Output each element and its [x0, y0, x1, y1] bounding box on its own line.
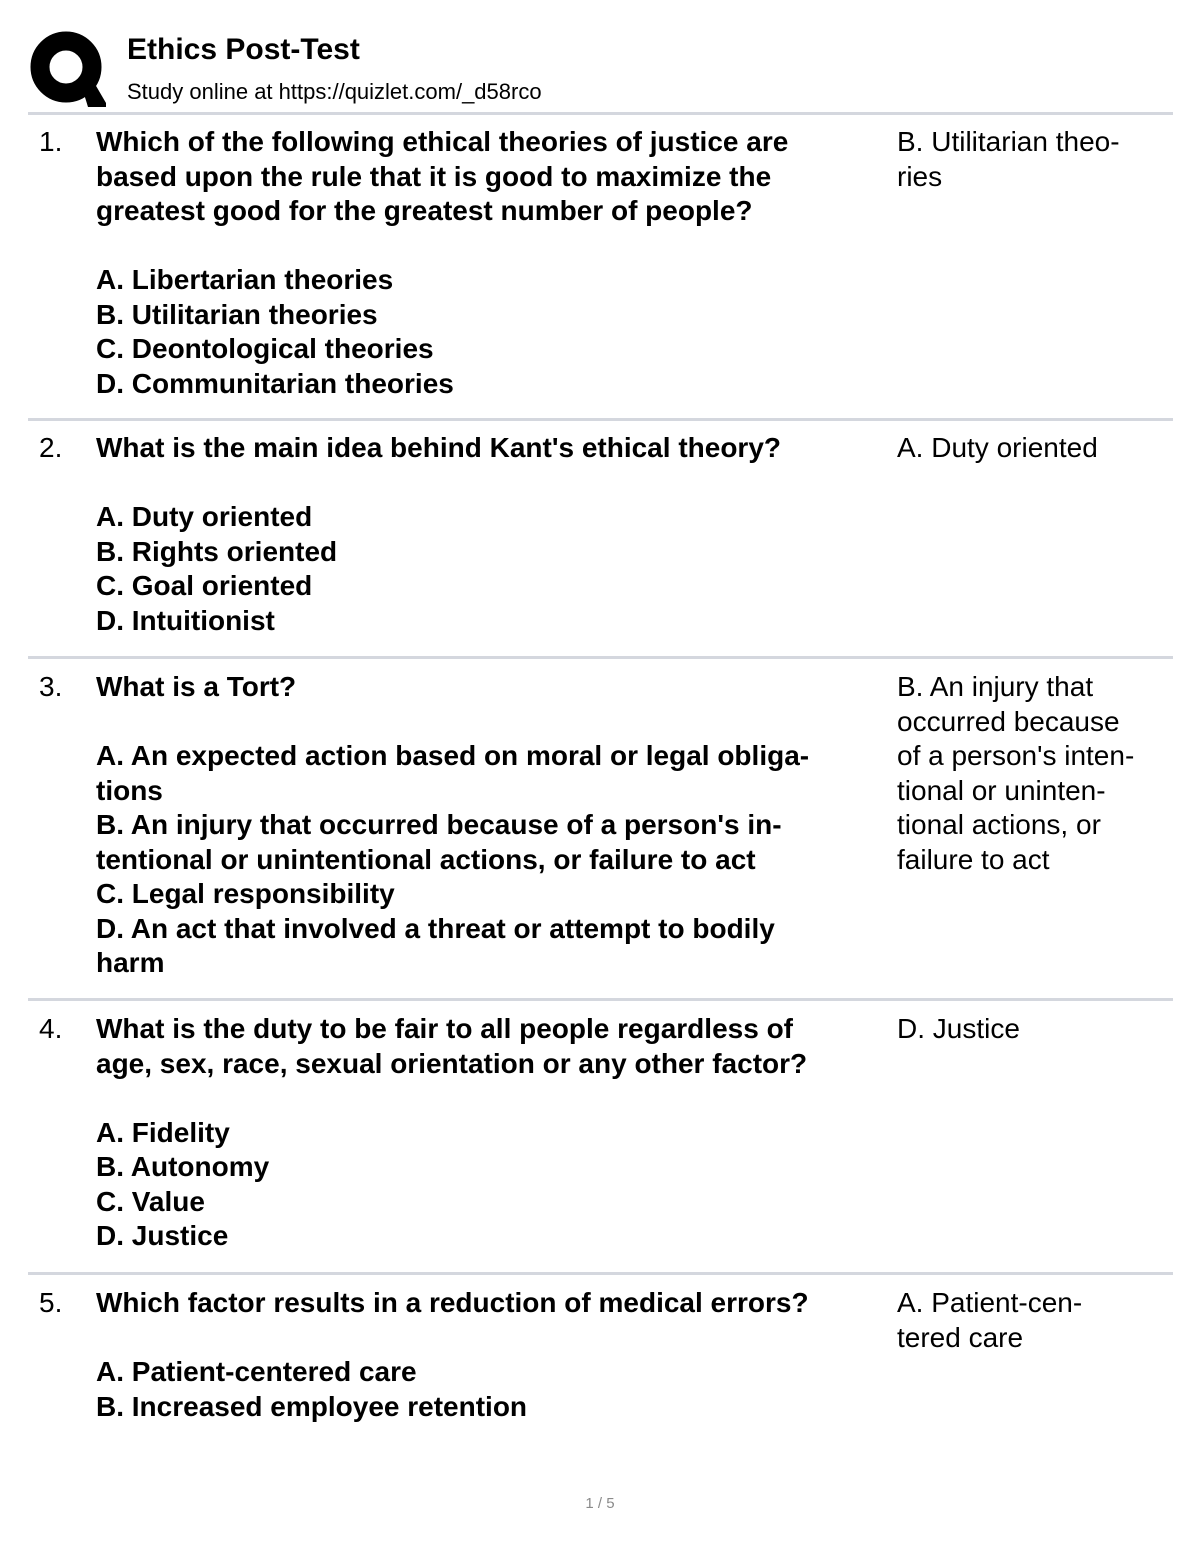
answer-text — [897, 125, 1177, 194]
divider — [28, 112, 1173, 115]
page-header — [0, 0, 1200, 114]
card-number: 1. — [39, 126, 63, 157]
option-line: A. Fidelity — [96, 1116, 230, 1148]
question-line: What is a Tort? — [96, 671, 297, 702]
option-line: B. Autonomy — [96, 1151, 270, 1182]
answer-text — [897, 670, 1177, 877]
answer-text — [897, 431, 1177, 466]
option-line: C. Value — [96, 1185, 205, 1217]
question-line: greatest good for the greatest number of people? — [96, 195, 753, 226]
option-line: D. Intuitionist — [96, 604, 275, 636]
divider — [28, 656, 1173, 659]
answer-line: B. Utilitarian theo- — [897, 126, 1120, 157]
answer-line: occurred because — [897, 705, 1120, 737]
option-line: B. Utilitarian theories — [96, 298, 378, 330]
answer-line: tered care — [897, 1321, 1024, 1353]
answer-line: A. Patient-cen- — [897, 1287, 1083, 1318]
study-online-link[interactable]: Study online at https://quizlet.com/_d58rco — [127, 79, 542, 104]
question-text — [96, 125, 886, 401]
answer-text — [897, 1286, 1177, 1355]
answer-line: failure to act — [897, 843, 1050, 875]
question-text — [96, 1012, 886, 1254]
answer-line: ries — [897, 160, 943, 192]
question-line: Which of the following ethical theories of justice are — [96, 126, 789, 157]
option-line: C. Goal oriented — [96, 570, 313, 601]
card-number: 5. — [39, 1287, 63, 1318]
question-text — [96, 431, 886, 638]
answer-line: of a person's inten- — [897, 740, 1135, 771]
card-number: 2. — [39, 432, 63, 463]
answer-line: A. Duty oriented — [897, 432, 1098, 463]
option-line: C. Deontological theories — [96, 333, 434, 364]
option-line: tions — [96, 774, 163, 806]
question-line: age, sex, race, sexual orientation or any other factor? — [96, 1047, 808, 1079]
answer-text — [897, 1012, 1177, 1047]
question-text — [96, 670, 886, 981]
divider — [28, 418, 1173, 421]
answer-line: tional actions, or — [897, 809, 1101, 840]
option-line: A. Patient-centered care — [96, 1356, 417, 1387]
answer-line: D. Justice — [897, 1013, 1020, 1044]
option-line: B. An injury that occurred because of a person's in- — [96, 809, 782, 840]
answer-line: B. An injury that — [897, 671, 1094, 702]
option-line: B. Increased employee retention — [96, 1390, 528, 1422]
option-line: B. Rights oriented — [96, 535, 338, 567]
option-line: C. Legal responsibility — [96, 878, 395, 909]
option-line: harm — [96, 947, 165, 978]
answer-line: tional or uninten- — [897, 774, 1106, 806]
option-line: A. An expected action based on moral or legal obliga- — [96, 740, 810, 771]
question-line: What is the main idea behind Kant's ethical theory? — [96, 432, 781, 463]
question-text — [96, 1286, 886, 1424]
option-line: D. Communitarian theories — [96, 367, 454, 399]
question-line: Which factor results in a reduction of medical errors? — [96, 1287, 809, 1318]
option-line: D. Justice — [96, 1220, 229, 1251]
question-line: based upon the rule that it is good to maximize the — [96, 160, 772, 192]
question-line: What is the duty to be fair to all people regardless of — [96, 1013, 793, 1044]
quizlet-logo-icon — [30, 29, 106, 107]
divider — [28, 998, 1173, 1001]
option-line: D. An act that involved a threat or attempt to bodily — [96, 912, 775, 944]
divider — [28, 1272, 1173, 1275]
option-line: tentional or unintentional actions, or failure to act — [96, 843, 756, 875]
page-number: 1 / 5 — [585, 1495, 615, 1512]
option-line: A. Libertarian theories — [96, 264, 394, 295]
card-number: 4. — [39, 1013, 63, 1044]
document-title: Ethics Post-Test — [127, 33, 360, 66]
option-line: A. Duty oriented — [96, 501, 313, 532]
card-number: 3. — [39, 671, 63, 702]
